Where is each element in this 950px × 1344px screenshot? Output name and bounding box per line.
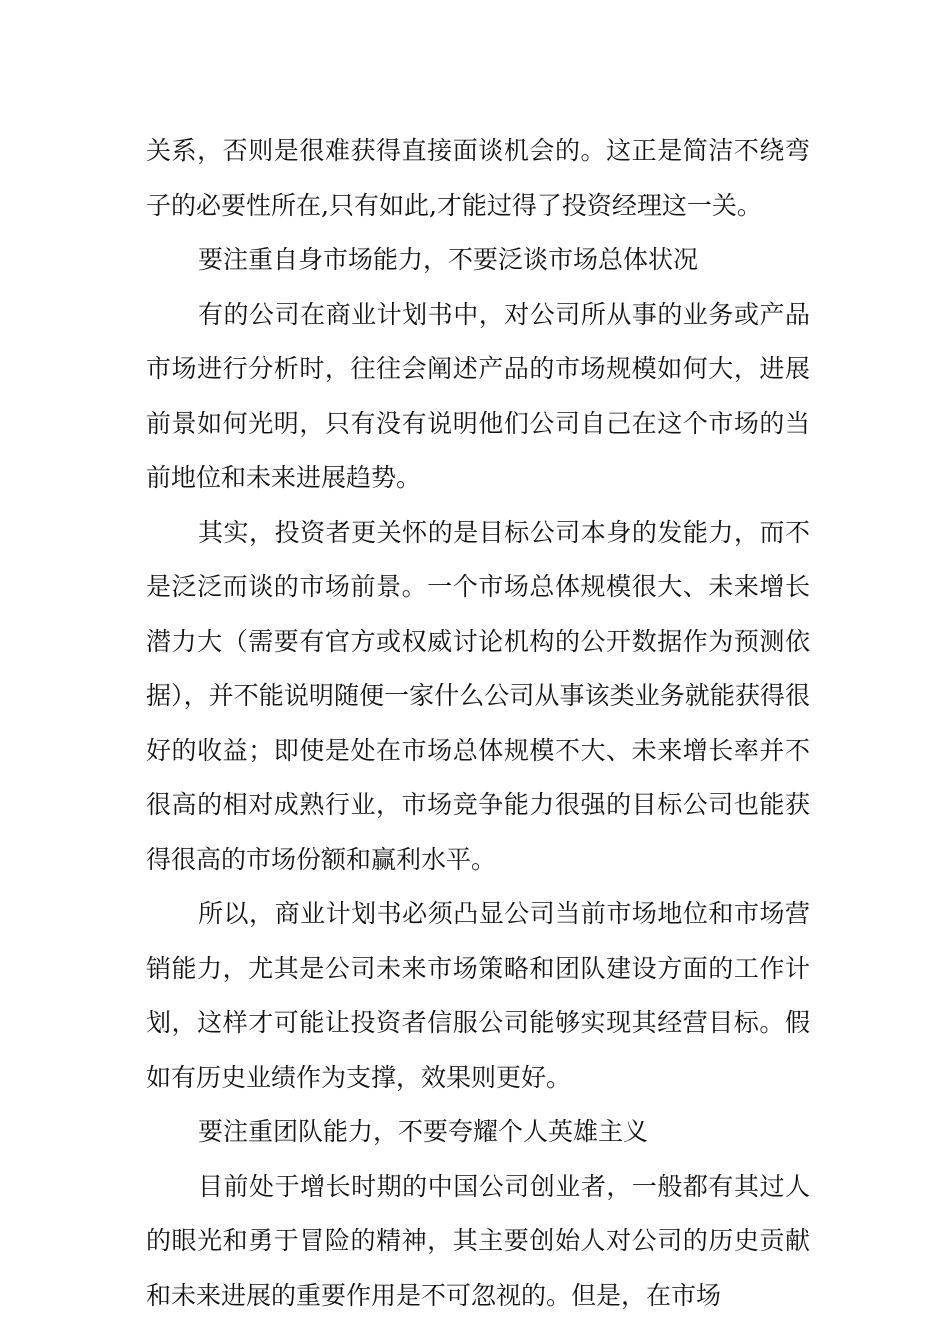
paragraph-founders: 目前处于增长时期的中国公司创业者，一般都有其过人的眼光和勇于冒险的精神，其主要创始人对公司的历史贡献和未来进展的重要作用是不可忽视的。但是，在市场 xyxy=(146,1171,810,1310)
paragraph-market-analysis: 有的公司在商业计划书中，对公司所从事的业务或产品市场进行分析时，往往会阐述产品的市场规模如何大，进展前景如何光明，只有没有说明他们公司自己在这个市场的当前地位和未来进展趋势。 xyxy=(146,299,810,492)
paragraph-business-plan: 所以，商业计划书必须凸显公司当前市场地位和市场营销能力，尤其是公司未来市场策略和团队建设方面的工作计划，这样才可能让投资者信服公司能够实现其经营目标。假如有历史业绩作为支撑，效果则更好。 xyxy=(146,899,810,1092)
section-heading-team: 要注重团队能力，不要夸耀个人英雄主义 xyxy=(198,1117,649,1146)
paragraph-investor-focus: 其实，投资者更关怀的是目标公司本身的发能力，而不是泛泛而谈的市场前景。一个市场总体规模很大、未来增长潜力大（需要有官方或权威讨论机构的公开数据作为预测依据），并不能说明随便一家什么公司从事该类业务就能获得很好的收益；即使是处在市场总体规模不大、未来增长率并不很高的相对成熟行业，市场竞争能力很强的目标公司也能获得很高的市场份额和赢利水平。 xyxy=(146,517,810,874)
document-page xyxy=(146,124,810,1323)
paragraph-continuation: 关系，否则是很难获得直接面谈机会的。这正是简洁不绕弯子的必要性所在,只有如此,才能过得了投资经理这一关。 xyxy=(146,136,810,220)
section-heading-market: 要注重自身市场能力，不要泛谈市场总体状况 xyxy=(198,245,699,274)
